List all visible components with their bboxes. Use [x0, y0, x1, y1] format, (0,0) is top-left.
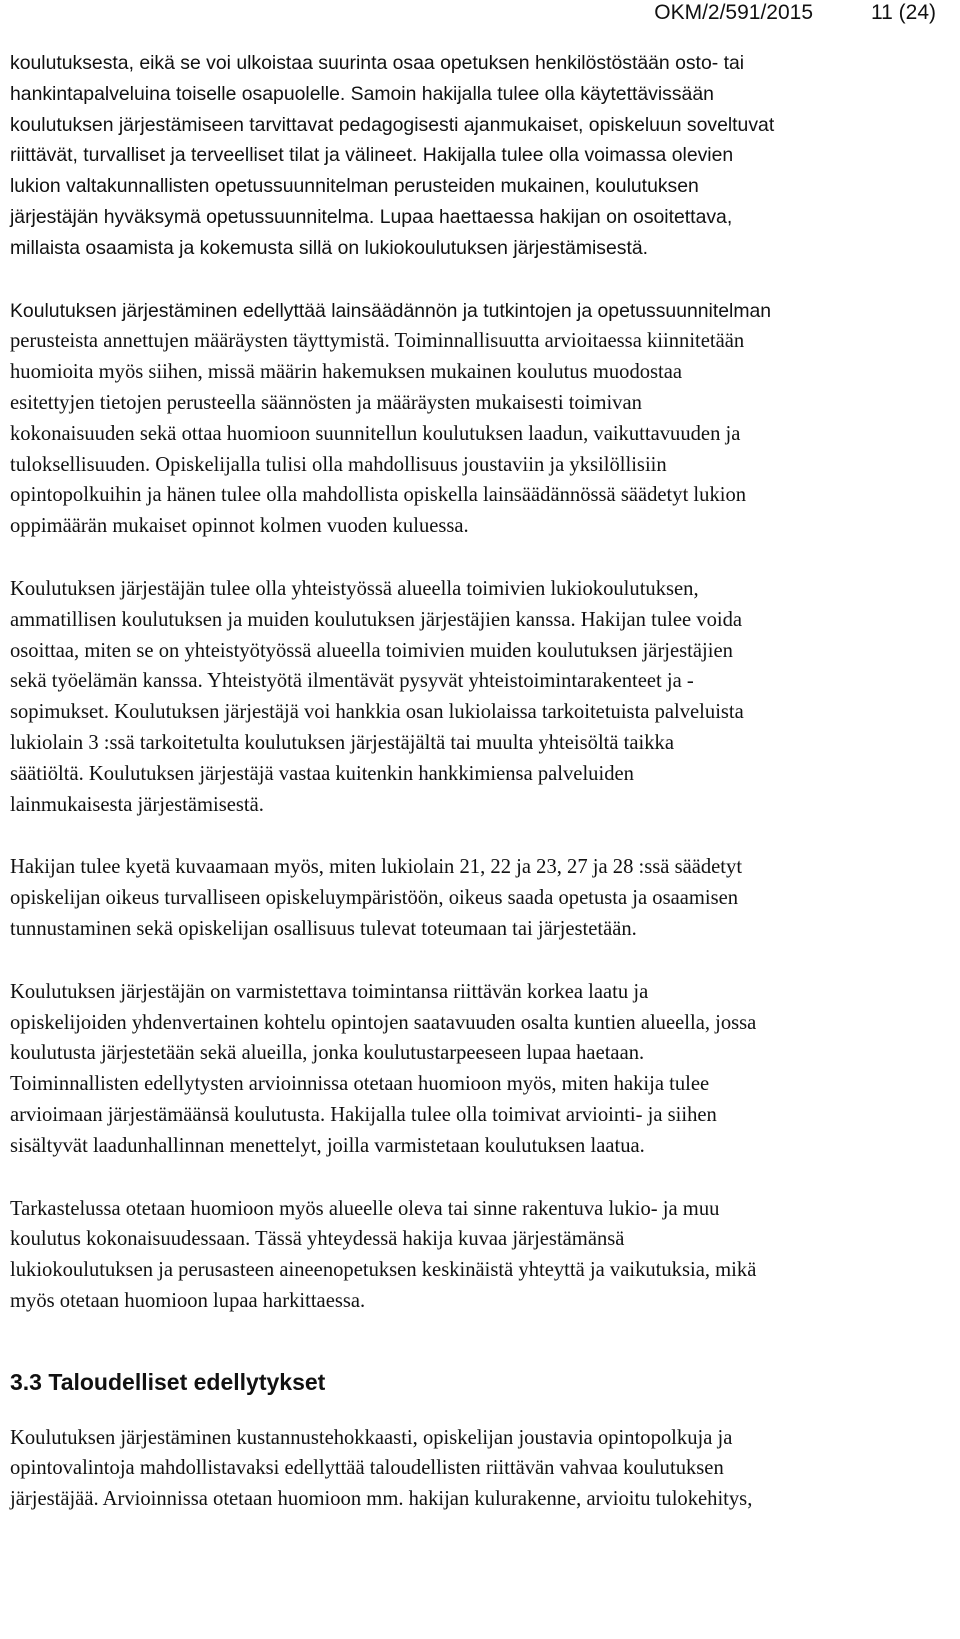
text-line: Koulutuksen järjestäminen kustannustehokkaasti, opiskelijan joustavia opintopolkuja ja	[10, 1426, 733, 1449]
paragraph-spacer	[10, 542, 958, 574]
paragraph	[10, 574, 958, 820]
text-line: riittävät, turvalliset ja terveelliset tilat ja välineet. Hakijalla tulee olla voimassa olevien	[10, 144, 734, 167]
text-line: Toiminnallisten edellytysten arvioinnissa otetaan huomioon myös, miten hakija tulee	[10, 1073, 710, 1096]
text-line: sekä työelämän kanssa. Yhteistyötä ilmentävät pysyvät yhteistoimintarakenteet ja -	[10, 670, 694, 693]
document-id: OKM/2/591/2015	[654, 1, 814, 24]
text-line: esitettyjen tietojen perusteella säännösten ja määräysten mukaisesti toimivan	[10, 391, 642, 414]
text-line: ammatillisen koulutuksen ja muiden koulutuksen järjestäjien kanssa. Hakijan tulee voida	[10, 608, 743, 631]
text-line: järjestäjän hyväksymä opetussuunnitelma. Lupaa haettaessa hakijan on osoitettava,	[10, 205, 733, 228]
paragraph	[10, 1194, 958, 1317]
text-line: opiskelijoiden yhdenvertainen kohtelu opintojen saatavuuden osalta kuntien alueella, jossa	[10, 1011, 757, 1034]
paragraph	[10, 296, 958, 542]
paragraph-spacer	[10, 1162, 958, 1194]
paragraph	[10, 977, 958, 1162]
paragraph-spacer	[10, 945, 958, 977]
text-line: koulutuksen järjestämiseen tarvittavat pedagogisesti ajanmukaiset, opiskeluun soveltuvat	[10, 113, 775, 136]
text-line: lukiokoulutuksen ja perusasteen aineenopetuksen keskinäistä yhteyttä ja vaikutuksia, mikä	[10, 1259, 757, 1282]
text-line: lainmukaisesta järjestämisestä.	[10, 793, 264, 816]
text-line: myös otetaan huomioon lupaa harkittaessa.	[10, 1289, 366, 1312]
paragraph	[10, 852, 958, 944]
text-line: koulutuksesta, eikä se voi ulkoistaa suurinta osaa opetuksen henkilöstöstään osto- tai	[10, 52, 745, 74]
document-body	[10, 48, 958, 1515]
text-line: koulutus kokonaisuudessaan. Tässä yhteydessä hakija kuvaa järjestämänsä	[10, 1228, 625, 1251]
text-line: osoittaa, miten se on yhteistyötyössä alueella toimivien muiden koulutuksen järjestäjien	[10, 639, 733, 662]
text-line: tuloksellisuuden. Opiskelijalla tulisi olla mahdollisuus joustaviin ja yksilöllisiin	[10, 453, 667, 476]
text-line: oppimäärän mukaiset opinnot kolmen vuoden kuluessa.	[10, 515, 469, 538]
paragraph-spacer	[10, 264, 958, 296]
text-line: arvioimaan järjestämäänsä koulutusta. Hakijalla tulee olla toimivat arviointi- ja siihen	[10, 1103, 717, 1126]
section-spacer	[10, 1317, 958, 1367]
text-line: sopimukset. Koulutuksen järjestäjä voi hankkia osan lukiolaissa tarkoitetuista palveluista	[10, 701, 744, 724]
text-line: lukion valtakunnallisten opetussuunnitelman perusteiden mukainen, koulutuksen	[10, 175, 699, 198]
section-heading: 3.3 Taloudelliset edellytykset	[10, 1368, 326, 1395]
text-line: Koulutuksen järjestäjän tulee olla yhteistyössä alueella toimivien lukiokoulutuksen,	[10, 577, 699, 600]
text-line: järjestäjää. Arvioinnissa otetaan huomioon mm. hakijan kulurakenne, arvioitu tulokehitys,	[10, 1488, 753, 1511]
text-line: opintovalintoja mahdollistavaksi edellyttää taloudellisten riittävän vahvaa koulutuksen	[10, 1457, 724, 1480]
text-line: opiskelijan oikeus turvalliseen opiskeluympäristöön, oikeus saada opetusta ja osaamisen	[10, 887, 739, 910]
text-line: sisältyvät laadunhallinnan menettelyt, joilla varmistetaan koulutuksen laatua.	[10, 1134, 645, 1157]
text-line: Koulutuksen järjestäjän on varmistettava toimintansa riittävän korkea laatu ja	[10, 980, 649, 1003]
section-paragraph	[10, 1423, 958, 1515]
page-header	[654, 0, 936, 26]
text-line: säätiöltä. Koulutuksen järjestäjä vastaa kuitenkin hankkimiensa palveluiden	[10, 762, 634, 785]
text-line: millaista osaamista ja kokemusta sillä on lukiokoulutuksen järjestämisestä.	[10, 236, 649, 259]
paragraph-spacer	[10, 820, 958, 852]
text-line: kokonaisuuden sekä ottaa huomioon suunnitellun koulutuksen laadun, vaikuttavuuden ja	[10, 422, 741, 445]
text-line: huomioita myös siihen, missä määrin hakemuksen mukainen koulutus muodostaa	[10, 361, 683, 384]
text-line: lukiolain 3 :ssä tarkoitetulta koulutuksen järjestäjältä tai muulta yhteisöltä taikka	[10, 731, 674, 754]
text-line: tunnustaminen sekä opiskelijan osallisuus tulevat toteumaan tai järjestetään.	[10, 917, 637, 940]
paragraph	[10, 48, 958, 264]
text-line: Hakijan tulee kyetä kuvaamaan myös, miten lukiolain 21, 22 ja 23, 27 ja 28 :ssä säädetyt	[10, 856, 743, 879]
text-line: perusteista annettujen määräysten täyttymistä. Toiminnallisuutta arvioitaessa kiinnitetään	[10, 330, 745, 353]
text-line: opintopolkuihin ja hänen tulee olla mahdollista opiskella lainsäädännössä säädetyt lukion	[10, 484, 747, 507]
text-line: Tarkastelussa otetaan huomioon myös alueelle oleva tai sinne rakentuva lukio- ja muu	[10, 1197, 720, 1220]
page-number: 11 (24)	[871, 1, 936, 24]
text-line: koulutusta järjestetään sekä alueilla, jonka koulutustarpeeseen lupaa haetaan.	[10, 1042, 645, 1065]
text-line: Koulutuksen järjestäminen edellyttää lainsäädännön ja tutkintojen ja opetussuunnitelman	[10, 299, 772, 322]
text-line: hankintapalveluina toiselle osapuolelle. Samoin hakijalla tulee olla käytettävissään	[10, 82, 714, 105]
heading-spacer	[10, 1397, 958, 1423]
